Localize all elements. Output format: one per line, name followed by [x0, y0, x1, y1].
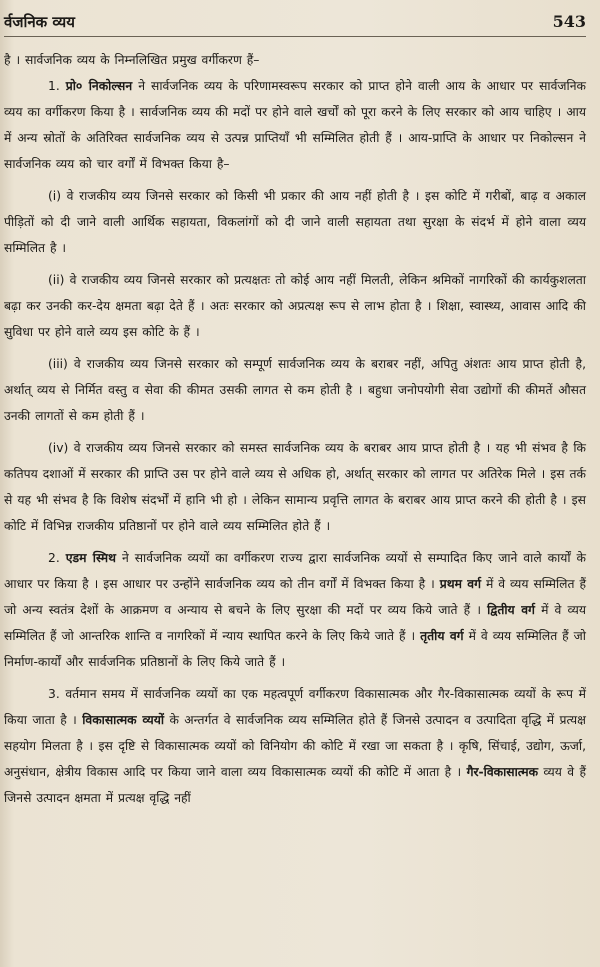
paragraph-number: 2.: [48, 551, 66, 565]
bold-term: प्रथम वर्ग: [439, 577, 482, 591]
item-iii: (iii) वे राजकीय व्यय जिनसे सरकार को सम्पूर्ण सार्वजनिक व्यय के बराबर नहीं, अपितु अंशतः आय प्राप्त होती है, अर्थात् व्यय से निर्मित वस्तु व सेवा की कीमत उसकी लागत से कम होती है । बहुधा जनोपयोगी सेवा उद्योगों की कीमतें औसत उनकी लागतों से कम होती हैं ।: [4, 357, 586, 423]
paragraph-adam-smith: [4, 545, 586, 675]
paragraph-developmental: [4, 681, 586, 811]
item-ii: (ii) वे राजकीय व्यय जिनसे सरकार को प्रत्यक्षतः तो कोई आय नहीं मिलती, लेकिन श्रमिकों नागरिकों की कार्यकुशलता बढ़ा कर उनकी कर-देय क्षमता बढ़ा देते हैं । अतः सरकार को अप्रत्यक्ष रूप से लाभ होता है । शिक्षा, स्वास्थ्य, आवास आदि की सुविधा पर होने वाले व्यय इस कोटि के हैं ।: [4, 273, 586, 339]
paragraph-text: व्यय वे हैं जिनसे उत्पादन क्षमता में प्रत्यक्ष वृद्धि नहीं: [4, 765, 586, 805]
page-number: 543: [552, 12, 586, 31]
bold-term: द्वितीय वर्ग: [487, 603, 535, 617]
paragraph-text: ने सार्वजनिक व्ययों का वर्गीकरण राज्य द्वारा सार्वजनिक व्ययों से सम्पादित किए जाने वाले कार्यों के आधार पर किया है । इस आधार पर उन्होंने सार्वजनिक व्यय को तीन वर्गों में विभक्त किया है ।: [4, 551, 586, 591]
item-i: (i) वे राजकीय व्यय जिनसे सरकार को किसी भी प्रकार की आय नहीं होती है । इस कोटि में गरीबों, बाढ़ व अकाल पीड़ितों को दी जाने वाली आर्थिक सहायता, विकलांगों को दी जाने वाली सहायता तथा सुरक्षा के संदर्भ में होने वाला व्यय सम्मिलित है ।: [4, 189, 586, 255]
bold-term: गैर-विकासात्मक: [466, 765, 539, 779]
paragraph-text: के अन्तर्गत वे सार्वजनिक व्यय सम्मिलित होते हैं जिनसे उत्पादन व उत्पादिता वृद्धि में प्रत्यक्ष सहयोग मिलता है । इस दृष्टि से विकासात्मक व्ययों को विनियोग की कोटि में रखा जा सकता है । कृषि, सिंचाई, उद्योग, ऊर्जा, अनुसंधान, क्षेत्रीय विकास आदि पर किया जाने वाला व्यय विकासात्मक व्ययों की कोटि में आता है ।: [4, 713, 586, 779]
paragraph-text: में वे व्यय सम्मिलित हैं जो आन्तरिक शान्ति व नागरिकों में न्याय स्थापित करने के लिए किये जाते हैं ।: [4, 603, 586, 643]
paragraph-text: ने सार्वजनिक व्यय के परिणामस्वरूप सरकार को प्राप्त होने वाली आय के आधार पर सार्वजनिक व्यय का वर्गीकरण किया है । सार्वजनिक व्यय की मदों पर होने वाले खर्चों को पूरा करने के लिए सरकार को आय चाहिए । आय में अन्य स्रोतों के अतिरिक्त सार्वजनिक व्यय से उत्पन्न प्राप्तियाँ भी सम्मिलित होती हैं । आय-प्राप्ति के आधार पर निकोल्सन ने सार्वजनिक व्यय को चार वर्गों में विभक्त किया है–: [4, 79, 586, 171]
paragraph-nicholson: [4, 73, 586, 177]
paragraph-text: 3. वर्तमान समय में सार्वजनिक व्ययों का एक महत्वपूर्ण वर्गीकरण विकासात्मक और गैर-विकासात्मक व्ययों के रूप में किया जाता है ।: [4, 687, 586, 727]
bold-term: विकासात्मक व्ययों: [82, 713, 165, 727]
paragraph-text: में वे व्यय सम्मिलित हैं जो अन्य स्वतंत्र देशों के आक्रमण व अन्याय से बचने के लिए सुरक्षा की मदों पर व्यय किये जाते हैं ।: [4, 577, 586, 617]
running-title: र्वजनिक व्यय: [4, 13, 75, 31]
author-name: एडम स्मिथ: [65, 551, 116, 565]
bold-term: तृतीय वर्ग: [420, 629, 464, 643]
intro-line: है । सार्वजनिक व्यय के निम्नलिखित प्रमुख वर्गीकरण हैं–: [4, 53, 260, 67]
item-iv: (iv) वे राजकीय व्यय जिनसे सरकार को समस्त सार्वजनिक व्यय के बराबर आय प्राप्त होती है । यह भी संभव है कि कतिपय दशाओं में सरकार की प्राप्ति उस पर होने वाले व्यय से अधिक हो, अर्थात् सरकार को लागत पर अतिरेक मिले । इस तर्क से यह भी संभव है कि विशेष संदर्भों में हानि भी हो । लेकिन सामान्य प्रवृत्ति लागत के बराबर आय प्राप्त करने की होती है । इस कोटि में विभिन्न राजकीय प्रतिष्ठानों पर होने वाले व्यय सम्मिलित होते हैं ।: [4, 441, 586, 533]
page-header: [4, 12, 586, 37]
paragraph-number: 1.: [48, 79, 66, 93]
paragraph-text: में वे व्यय सम्मिलित हैं जो निर्माण-कार्यों और सार्वजनिक प्रतिष्ठानों के लिए किये जाते हैं ।: [4, 629, 586, 669]
author-name: प्रो० निकोल्सन: [65, 79, 133, 93]
